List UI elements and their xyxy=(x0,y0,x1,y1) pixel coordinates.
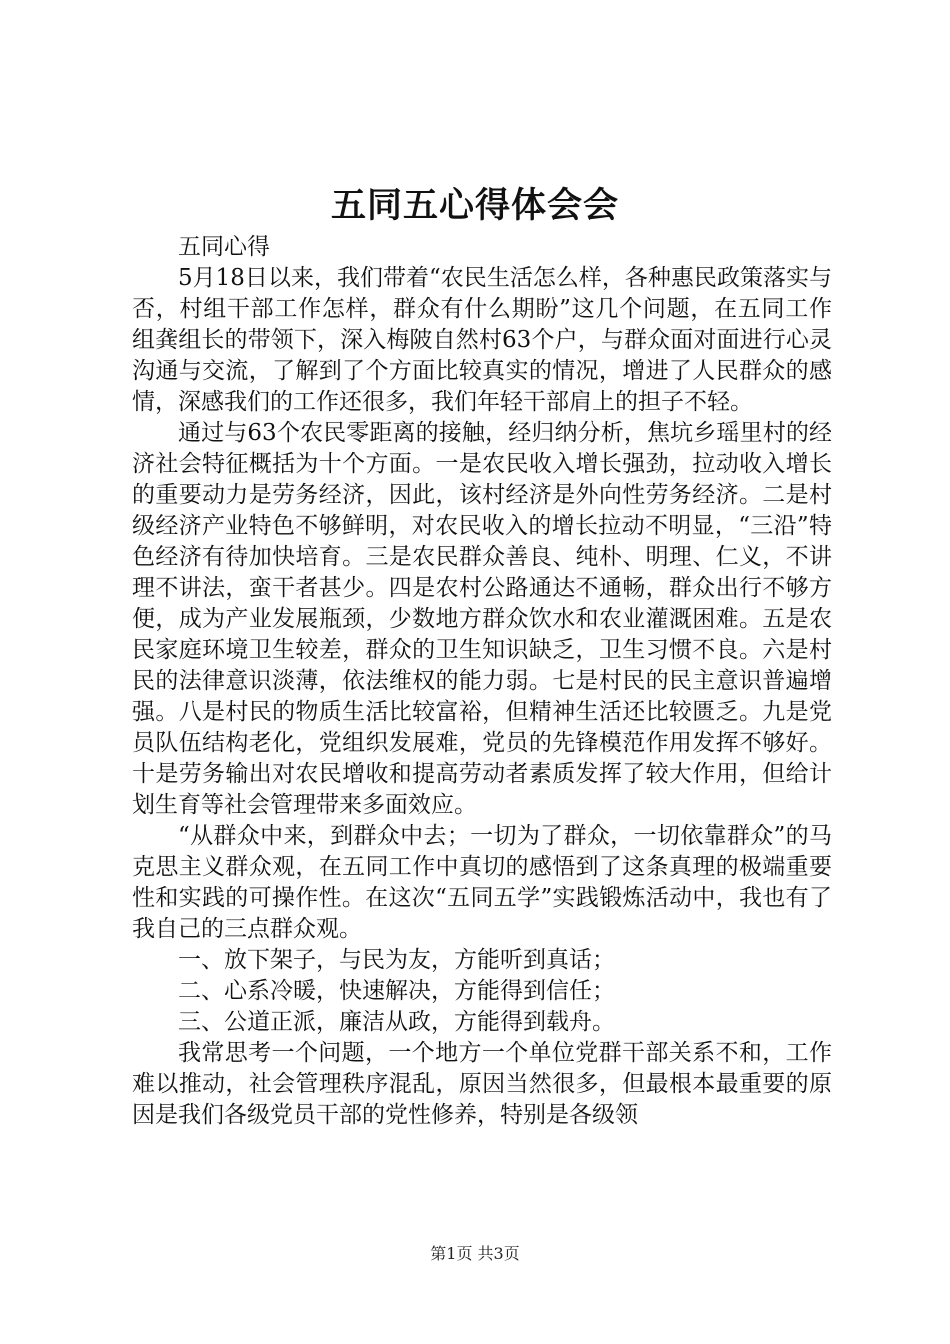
paragraph: 5月18日以来，我们带着“农民生活怎么样，各种惠民政策落实与否，村组干部工作怎样，群众有什么期盼”这几个问题，在五同工作组龚组长的带领下，深入梅陂自然村63个户，与群众面对面进行心灵沟通与交流，了解到了个方面比较真实的情况，增进了人民群众的感情，深感我们的工作还很多，我们年轻干部肩上的担子不轻。 xyxy=(132,265,832,415)
list-item: 一、放下架子，与民为友，方能听到真话； xyxy=(178,947,615,973)
paragraph: 通过与63个农民零距离的接触，经归纳分析，焦坑乡瑶里村的经济社会特征概括为十个方面。一是农民收入增长强劲，拉动收入增长的重要动力是劳务经济，因此，该村经济是外向性劳务经济。二是村级经济产业特色不够鲜明，对农民收入的增长拉动不明显，“三沿”特色经济有待加快培育。三是农民群众善良、纯朴、明理、仁义，不讲理不讲法，蛮干者甚少。四是农村公路通达不通畅，群众出行不够方便，成为产业发展瓶颈，少数地方群众饮水和农业灌溉困难。五是农民家庭环境卫生较差，群众的卫生知识缺乏，卫生习惯不良。六是村民的法律意识淡薄，依法维权的能力弱。七是村民的民主意识普遍增强。八是村民的物质生活比较富裕，但精神生活还比较匮乏。九是党员队伍结构老化，党组织发展难，党员的先锋模范作用发挥不够好。十是劳务输出对农民增收和提高劳动者素质发挥了较大作用，但给计划生育等社会管理带来多面效应。 xyxy=(132,420,832,818)
paragraph: “从群众中来，到群众中去；一切为了群众，一切依靠群众”的马克思主义群众观，在五同工作中真切的感悟到了这条真理的极端重要性和实践的可操作性。在这次“五同五学”实践锻炼活动中，我也有了我自己的三点群众观。 xyxy=(132,823,832,942)
list-item: 二、心系冷暖，快速解决，方能得到信任； xyxy=(178,978,615,1004)
paragraph-heading: 五同心得 xyxy=(178,234,270,260)
list-item: 三、公道正派，廉洁从政，方能得到载舟。 xyxy=(178,1009,615,1035)
document-body xyxy=(132,232,832,1131)
page-footer: 第1页 共3页 xyxy=(430,1244,520,1263)
paragraph: 我常思考一个问题，一个地方一个单位党群干部关系不和，工作难以推动，社会管理秩序混乱，原因当然很多，但最根本最重要的原因是我们各级党员干部的党性修养，特别是各级领 xyxy=(132,1040,832,1128)
document-title: 五同五心得体会会 xyxy=(330,185,619,226)
